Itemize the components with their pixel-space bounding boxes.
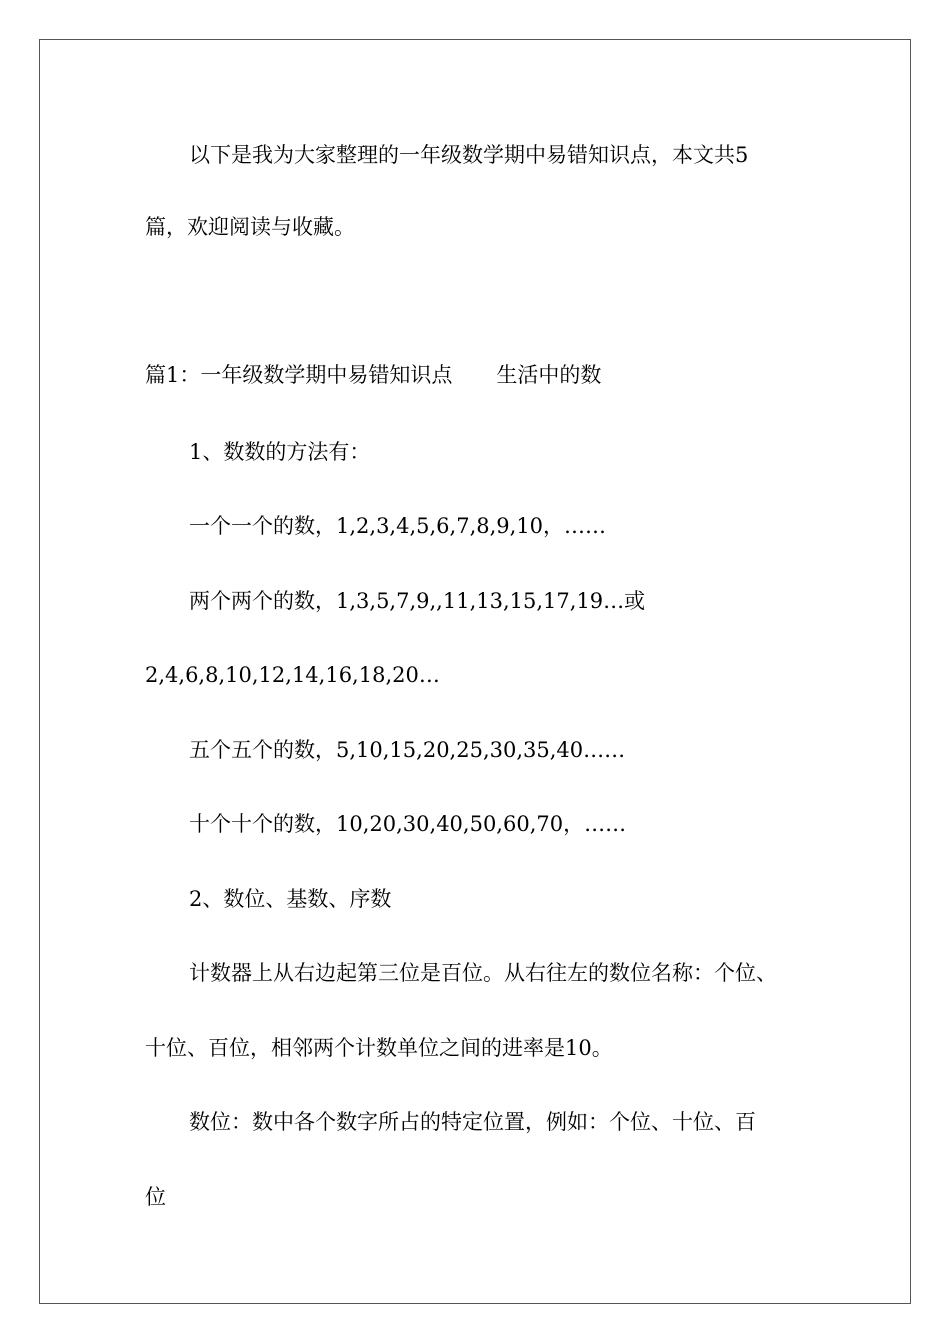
paragraph-count-by-tens: 十个十个的数，10,20,30,40,50,60,70，…… [189, 812, 627, 836]
paragraph-count-by-twos: 两个两个的数，1,3,5,7,9,,11,13,15,17,19…或 [189, 589, 646, 613]
paragraph-place-values-heading: 2、数位、基数、序数 [189, 887, 392, 911]
intro-line-2: 篇，欢迎阅读与收藏。 [145, 215, 355, 239]
paragraph-counter-places-cont: 十位、百位，相邻两个计数单位之间的进率是10。 [145, 1036, 613, 1060]
section-heading-topic: 生活中的数 [496, 363, 602, 387]
paragraph-place-definition: 数位：数中各个数字所占的特定位置，例如：个位、十位、百 [189, 1110, 756, 1134]
section-heading [145, 360, 601, 390]
paragraph-place-definition-cont: 位 [145, 1185, 166, 1209]
paragraph-count-by-ones: 一个一个的数，1,2,3,4,5,6,7,8,9,10，…… [189, 514, 607, 538]
paragraph-count-by-twos-cont: 2,4,6,8,10,12,14,16,18,20… [145, 663, 440, 687]
paragraph-count-by-fives: 五个五个的数，5,10,15,20,25,30,35,40…… [189, 738, 626, 762]
paragraph-counting-methods: 1、数数的方法有： [189, 440, 371, 464]
paragraph-counter-places: 计数器上从右边起第三位是百位。从右往左的数位名称：个位、 [189, 961, 777, 985]
intro-line-1: 以下是我为大家整理的一年级数学期中易错知识点，本文共5 [189, 143, 749, 167]
section-heading-prefix: 篇1：一年级数学期中易错知识点 [145, 363, 453, 387]
